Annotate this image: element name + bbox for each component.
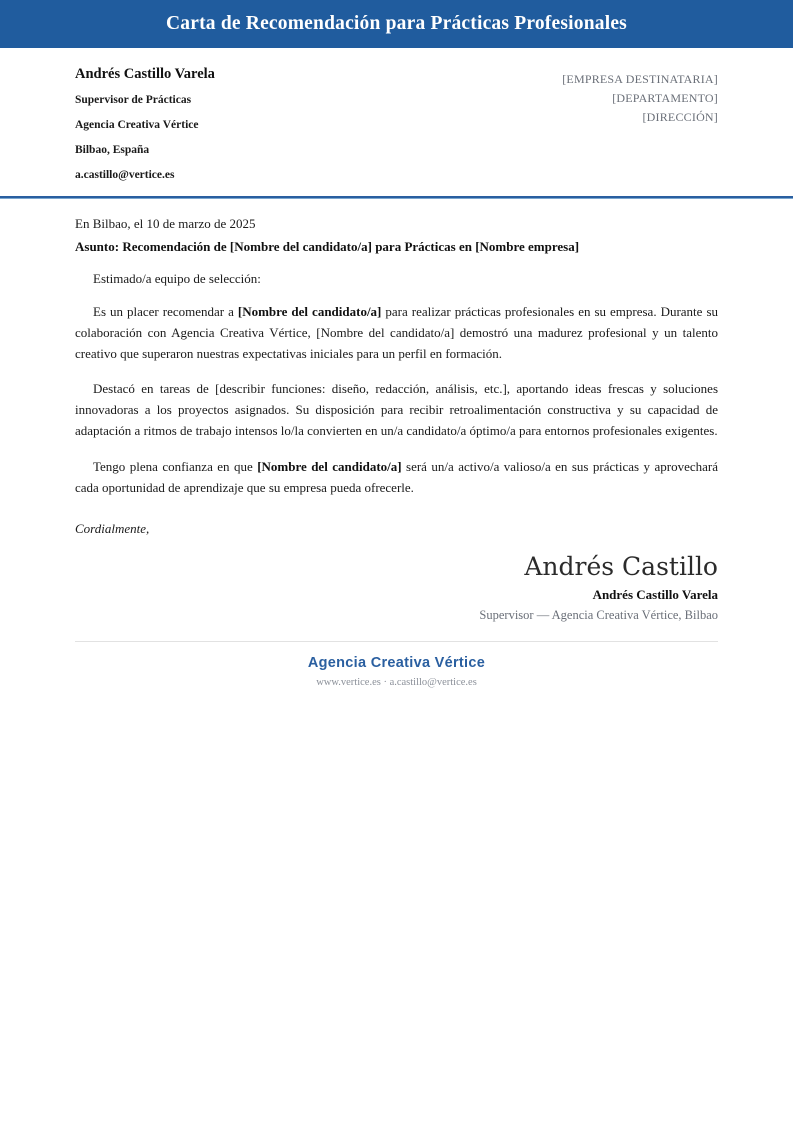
paragraph-3-text-a: Tengo plena confianza en que [93, 458, 258, 474]
header-divider [0, 196, 793, 199]
body-paragraph-2: Destacó en tareas de [describir funciones: diseño, redacción, análisis, etc.], aportando ideas frescas y soluciones innovadoras a los proyectos asignados. Su disposición para recibir retroalimentación constructiva y su capacidad de adaptación a ritmos de trabajo intensos lo/la convierten en un/a candidato/a óptimo/a para entornos profesionales exigentes. [75, 381, 718, 439]
recipient-company: [EMPRESA DESTINATARIA] [562, 72, 718, 86]
sender-location: Bilbao, España [75, 143, 150, 156]
footer-organization: Agencia Creativa Vértice [307, 654, 486, 671]
body-paragraph-3 [75, 456, 718, 498]
document-header-banner [0, 0, 793, 48]
date-line: En Bilbao, el 10 de marzo de 2025 [75, 215, 256, 231]
recipient-block [562, 66, 718, 128]
letter-body [0, 215, 793, 690]
paragraph-1-placeholder-candidate: [Nombre del candidato/a] [237, 304, 382, 320]
page-title: Carta de Recomendación para Prácticas Profesionales [166, 13, 627, 34]
signature-name: Andrés Castillo Varela [592, 587, 718, 603]
recipient-address: [DIRECCIÓN] [642, 110, 718, 125]
signature-script: Andrés Castillo [524, 552, 718, 582]
closing-line: Cordialmente, [75, 520, 150, 536]
sender-email: a.castillo@vertice.es [75, 168, 175, 181]
paragraph-1-text-b: para realizar prácticas profesionales en su empresa. Durante su colaboración con Agencia Creativa Vértice, [Nombre del candidato/a] demostró una madurez profesional y un talento creativo que superaron nuestras expectativas iniciales para un perfil en formación. [75, 304, 718, 362]
signature-role: Supervisor — Agencia Creativa Vértice, Bilbao [479, 608, 718, 623]
sender-title: Supervisor de Prácticas [75, 94, 192, 107]
sender-organization: Agencia Creativa Vértice [75, 119, 199, 132]
divider-thin-rule [0, 198, 793, 199]
paragraph-1-text-a: Es un placer recomendar a [93, 304, 238, 320]
address-area [0, 48, 793, 183]
greeting-line: Estimado/a equipo de selección: [93, 270, 261, 286]
sender-block [75, 66, 215, 183]
paragraph-3-text-b: será un/a activo/a valioso/a en sus prácticas y aprovechará cada oportunidad de aprendizaje que su empresa pueda ofrecerle. [75, 458, 718, 495]
footer-contact: www.vertice.es · a.castillo@vertice.es [316, 676, 477, 688]
subject-line: Asunto: Recomendación de [Nombre del candidato/a] para Prácticas en [Nombre empresa] [75, 239, 580, 255]
document-footer [75, 641, 718, 690]
paragraph-3-placeholder-candidate: [Nombre del candidato/a] [257, 458, 402, 474]
sender-name: Andrés Castillo Varela [75, 66, 215, 82]
body-paragraph-1 [75, 301, 718, 364]
signature-block [75, 551, 718, 623]
recipient-department: [DEPARTAMENTO] [612, 91, 718, 106]
